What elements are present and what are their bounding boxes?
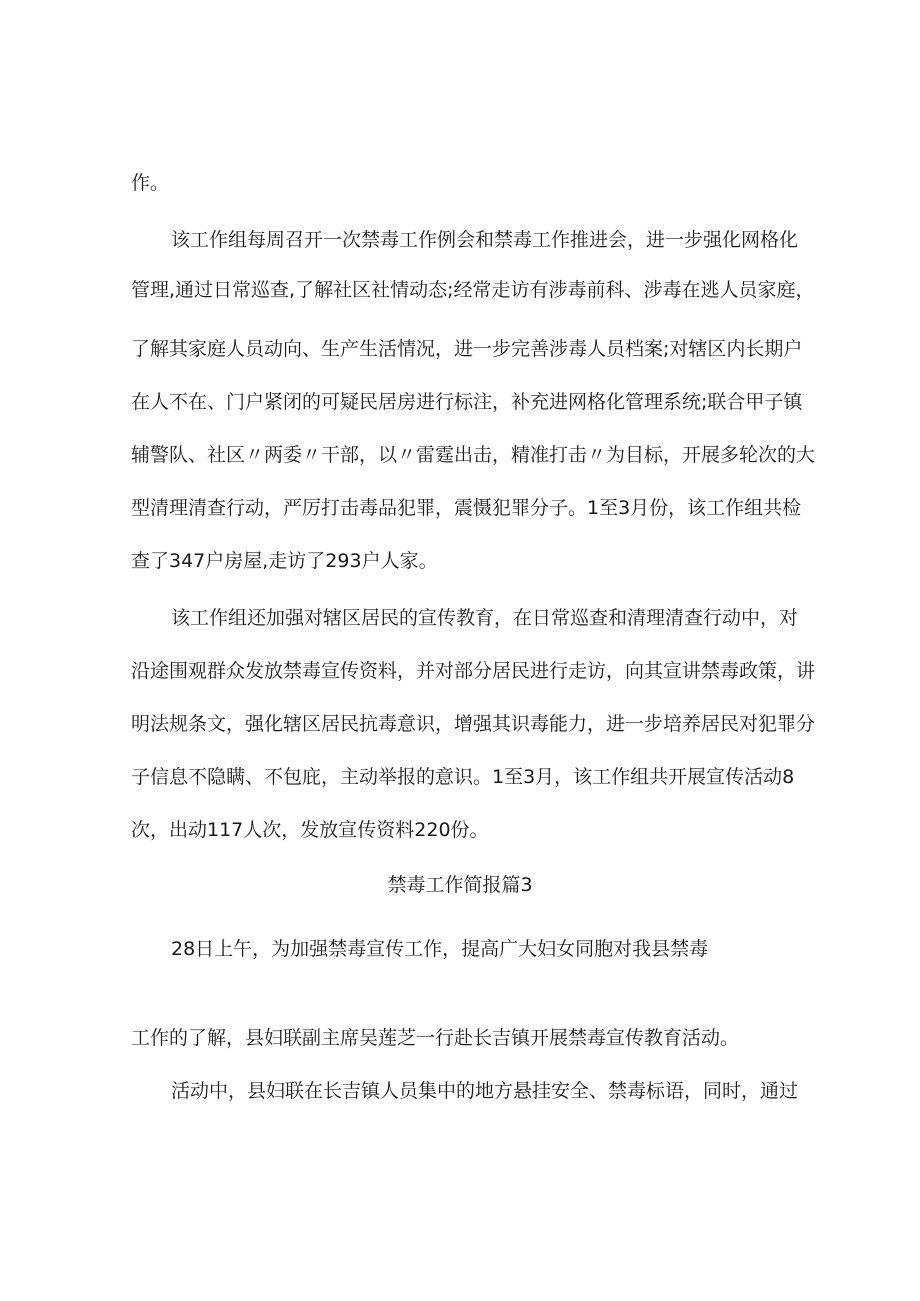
paragraph-1-line-3: 了解其家庭人员动向、生产生活情况，进一步完善涉毒人员档案;对辖区内长期户 xyxy=(131,338,803,360)
paragraph-2-line-5: 次，出动117人次，发放宣传资料220份。 xyxy=(131,819,489,841)
paragraph-1-line-4: 在人不在、门户紧闭的可疑民居房进行标注，补充进网格化管理系统;联合甲子镇 xyxy=(131,391,803,413)
paragraph-2-line-2: 沿途围观群众发放禁毒宣传资料，并对部分居民进行走访，向其宣讲禁毒政策，讲 xyxy=(131,660,816,682)
paragraph-2-line-1: 该工作组还加强对辖区居民的宣传教育，在日常巡查和清理清查行动中，对 xyxy=(171,607,799,629)
paragraph-3-line-2: 工作的了解，县妇联副主席吴莲芝一行赴长吉镇开展禁毒宣传教育活动。 xyxy=(131,1027,740,1049)
paragraph-1-line-6: 型清理清查行动，严厉打击毒品犯罪，震慑犯罪分子。1至3月份，该工作组共检 xyxy=(131,497,802,519)
paragraph-4-line-1: 活动中，县妇联在长吉镇人员集中的地方悬挂安全、禁毒标语，同时，通过 xyxy=(171,1080,799,1102)
paragraph-2-line-3: 明法规条文，强化辖区居民抗毒意识，增强其识毒能力，进一步培养居民对犯罪分 xyxy=(131,713,816,735)
paragraph-1-line-1: 该工作组每周召开一次禁毒工作例会和禁毒工作推进会，进一步强化网格化 xyxy=(171,229,799,251)
paragraph-1-line-7: 查了347户房屋,走访了293户人家。 xyxy=(131,550,438,572)
paragraph-1-line-5: 辅警队、社区〃两委〃干部，以〃雷霆出击，精准打击〃为目标，开展多轮次的大 xyxy=(131,444,816,466)
paragraph-3-line-1: 28日上午，为加强禁毒宣传工作，提高广大妇女同胞对我县禁毒 xyxy=(171,938,709,960)
paragraph-2-line-4: 子信息不隐瞒、不包庇，主动举报的意识。1至3月，该工作组共开展宣传活动8 xyxy=(131,766,795,788)
section-heading: 禁毒工作简报篇3 xyxy=(387,874,533,896)
paragraph-1-line-2: 管理,通过日常巡查,了解社区社情动态;经常走访有涉毒前科、涉毒在逃人员家庭， xyxy=(131,279,815,301)
paragraph-0-line-1: 作。 xyxy=(131,172,170,194)
